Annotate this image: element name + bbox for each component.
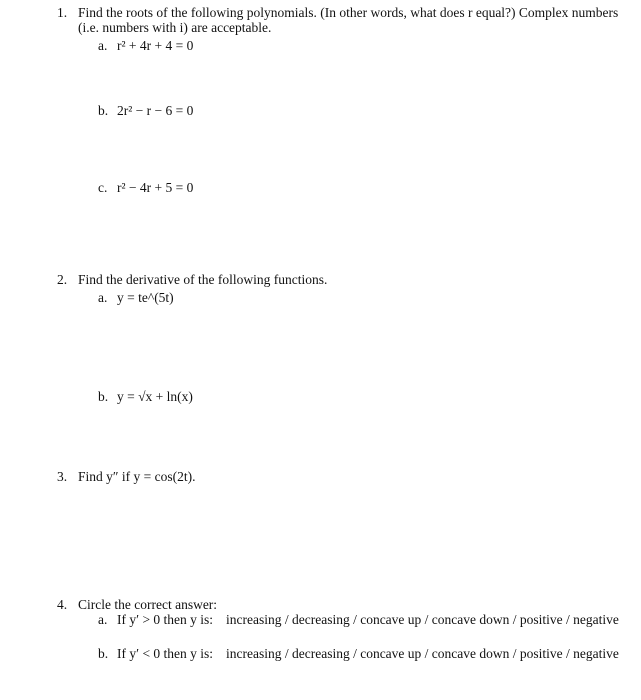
- q4b-label: b.: [98, 646, 109, 661]
- q2b-equation: y = √x + ln(x): [117, 389, 193, 404]
- q4-text: Circle the correct answer:: [78, 597, 218, 612]
- q4-number: 4.: [57, 597, 68, 612]
- q4b-options[interactable]: increasing / decreasing / concave up / concave down / positive / negative: [226, 646, 619, 661]
- q2a-equation: y = te^(5t): [117, 290, 174, 305]
- q1-number: 1.: [57, 5, 68, 20]
- q1c-equation: r² − 4r + 5 = 0: [117, 180, 194, 195]
- q1-text-line2: (i.e. numbers with i) are acceptable.: [78, 20, 272, 35]
- q3-number: 3.: [57, 469, 68, 484]
- q1c-label: c.: [98, 180, 108, 195]
- q1a-equation-text: r² + 4r + 4 = 0: [117, 38, 194, 53]
- q3-text: Find y″ if y = cos(2t).: [78, 469, 196, 484]
- q4a-condition: If y′ > 0 then y is:: [117, 612, 214, 627]
- q1a-equation: [117, 38, 193, 54]
- q4a-label: a.: [98, 612, 108, 627]
- q2b-label: b.: [98, 389, 109, 404]
- q1a-label: a.: [98, 38, 108, 53]
- q2-text: Find the derivative of the following functions.: [78, 272, 328, 287]
- q4a-options[interactable]: increasing / decreasing / concave up / concave down / positive / negative: [226, 612, 619, 627]
- q1b-equation: 2r² − r − 6 = 0: [117, 103, 194, 118]
- q1-text-line1: Find the roots of the following polynomials. (In other words, what does r equal?) Complex numbers: [78, 5, 619, 20]
- q4b-condition: If y′ < 0 then y is:: [117, 646, 214, 661]
- q2a-label: a.: [98, 290, 108, 305]
- q2-number: 2.: [57, 272, 68, 287]
- q1b-label: b.: [98, 103, 109, 118]
